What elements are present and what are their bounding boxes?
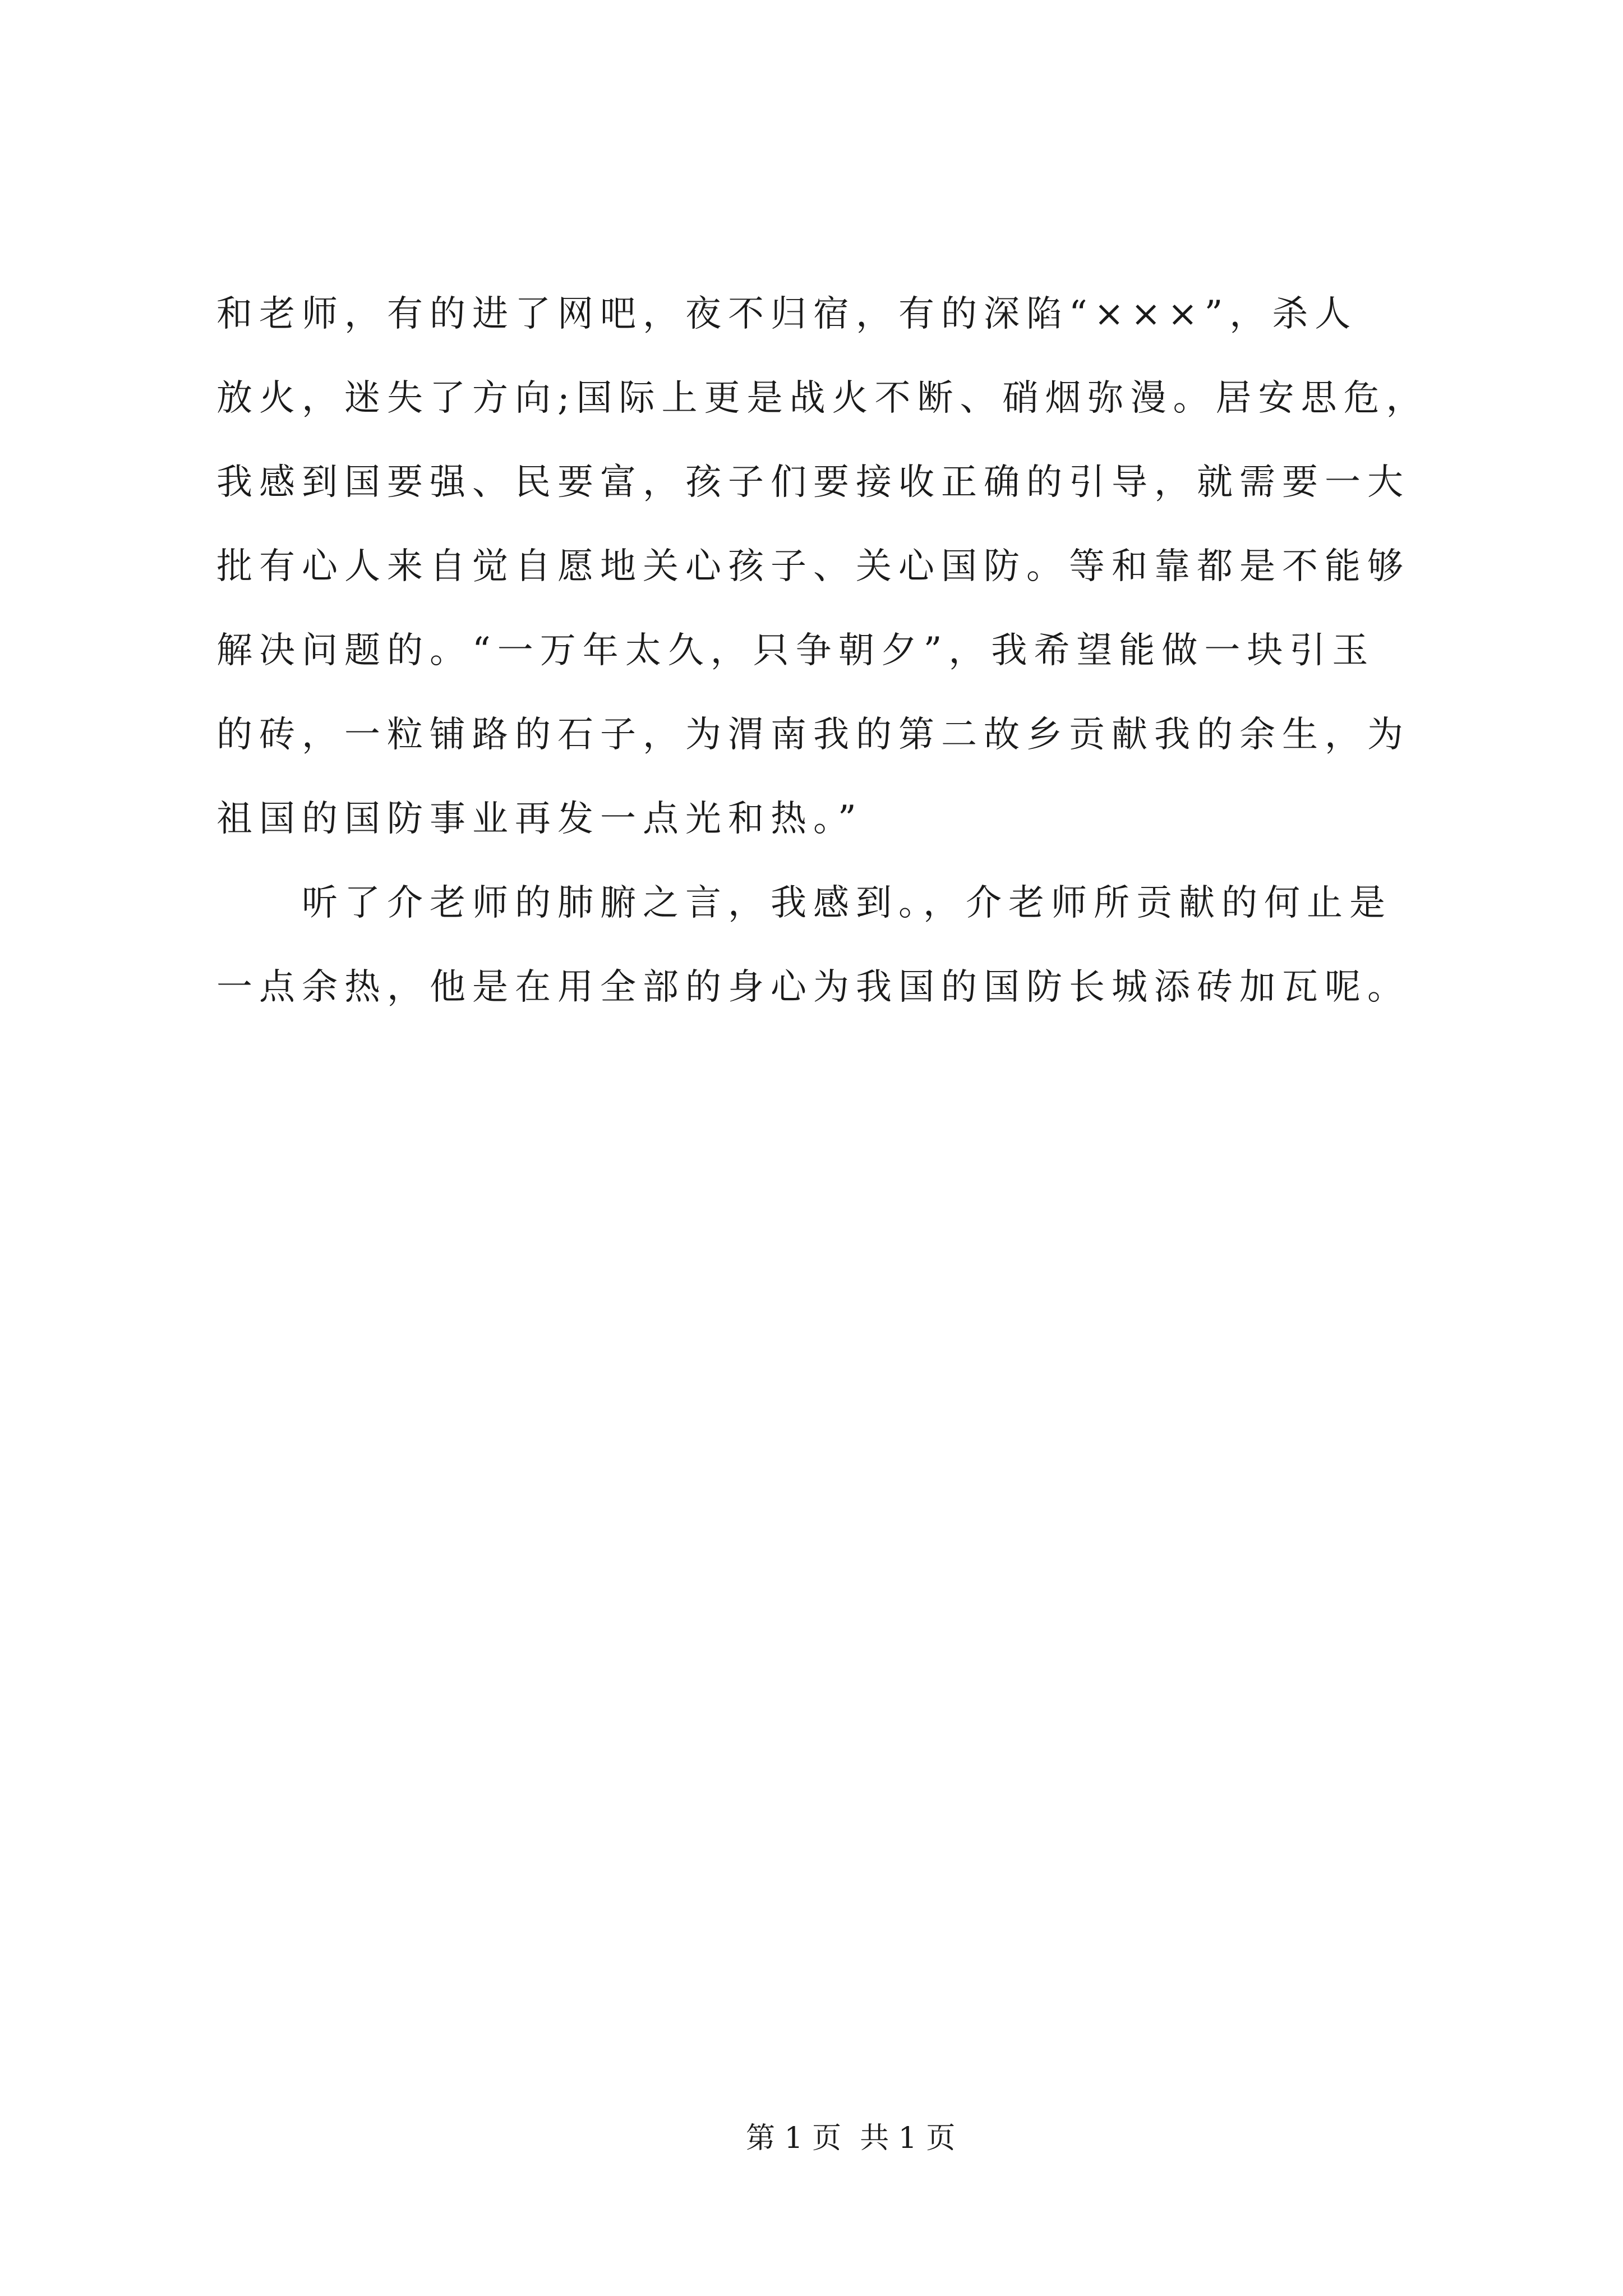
document-body	[216, 272, 1551, 1029]
text-line: 我感到国要强、民要富，孩子们要接收正确的引导，就需要一大	[216, 462, 1410, 503]
paragraph-conclusion	[216, 861, 1551, 1029]
text-line: 一点余热，他是在用全部的身心为我国的国防长城添砖加瓦呢。	[216, 967, 1410, 1008]
text-line: 听了介老师的肺腑之言，我感到。，介老师所贡献的何止是	[302, 882, 1392, 924]
text-line: 和老师，有的进了网吧，夜不归宿，有的深陷“×××”，杀人	[216, 293, 1358, 335]
page-footer: 第 1 页 共 1 页	[746, 2122, 956, 2155]
paragraph-continued	[216, 272, 1551, 861]
text-line: 放火，迷失了方向;国际上更是战火不断、硝烟弥漫。居安思危，	[216, 378, 1429, 419]
text-line: 批有心人来自觉自愿地关心孩子、关心国防。等和靠都是不能够	[216, 546, 1410, 587]
text-line: 的砖，一粒铺路的石子，为渭南我的第二故乡贡献我的余生，为	[216, 714, 1410, 756]
text-line: 祖国的国防事业再发一点光和热。”	[216, 798, 863, 840]
text-line: 解决问题的。“一万年太久，只争朝夕”，我希望能做一块引玉	[216, 630, 1375, 671]
